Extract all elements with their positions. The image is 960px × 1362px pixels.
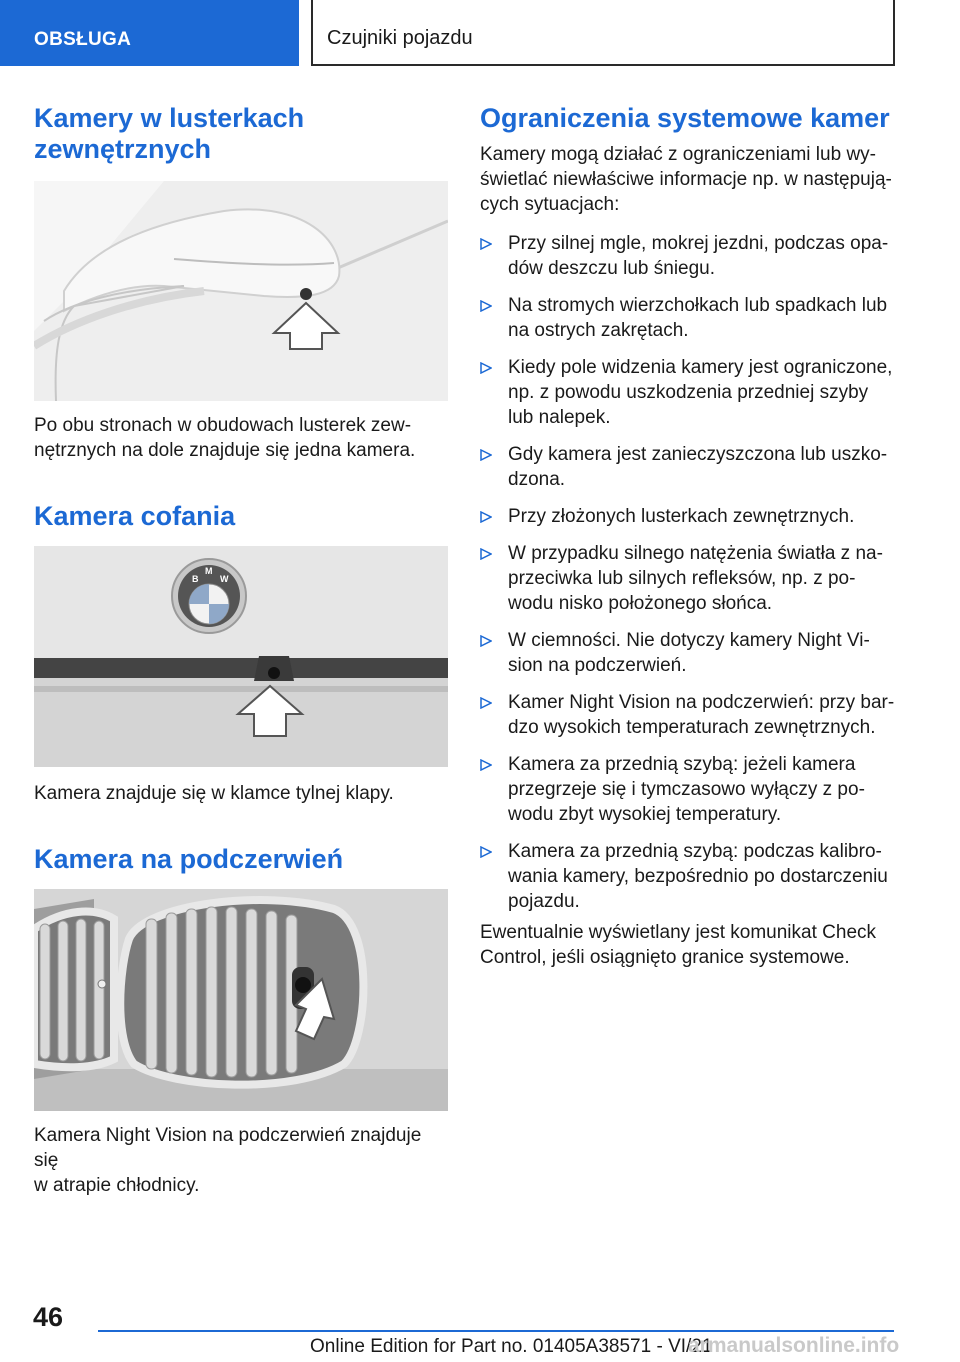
triangle-bullet-icon <box>480 548 492 560</box>
section-heading-system-limits: Ograniczenia systemowe kamer <box>480 103 890 133</box>
triangle-bullet-icon <box>480 697 492 709</box>
section-heading-mirror-cameras: Kamery w lusterkach zewnętrznych <box>34 103 305 164</box>
list-item: Przy złożonych lusterkach zewnętrznych. <box>480 504 896 529</box>
triangle-bullet-icon <box>480 759 492 771</box>
svg-text:W: W <box>220 574 229 584</box>
list-item: W przypadku silnego natężenia światła z na- przeciwka lub silnych refleksów, np. z po- wodu nisko położonego słońca. <box>480 541 896 616</box>
page-number: 46 <box>33 1302 64 1332</box>
watermark: armanualsonline.info <box>688 1334 900 1357</box>
edition-text: Online Edition for Part no. 01405A38571 - VI/21 <box>310 1336 713 1357</box>
list-item: Gdy kamera jest zanieczyszczona lub uszko- dzona. <box>480 442 896 492</box>
section-label: OBSŁUGA <box>34 29 132 50</box>
page-header <box>0 0 960 66</box>
list-item: Kamer Night Vision na podczerwień: przy bar- dzo wysokich temperaturach zewnętrznych. <box>480 690 896 740</box>
list-item: W ciemności. Nie dotyczy kamery Night Vi- sion na podczerwień. <box>480 628 896 678</box>
night-vision-text: Kamera Night Vision na podczerwień znajduje się w atrapie chłodnicy. <box>34 1125 422 1196</box>
footer-divider <box>98 1330 894 1332</box>
triangle-bullet-icon <box>480 846 492 858</box>
list-item: Kiedy pole widzenia kamery jest ograniczone, np. z powodu uszkodzenia przedniej szyby lub nalepek. <box>480 355 896 430</box>
triangle-bullet-icon <box>480 238 492 250</box>
limits-intro: Kamery mogą działać z ograniczeniami lub wy- świetlać niewłaściwe informacje np. w następują- cych sytuacjach: <box>480 144 892 215</box>
svg-text:M: M <box>205 566 213 576</box>
limits-outro: Ewentualnie wyświetlany jest komunikat Check Control, jeśli osiągnięto granice systemowe. <box>480 922 877 968</box>
section-heading-rear-camera: Kamera cofania <box>34 501 236 531</box>
list-item: Przy silnej mgle, mokrej jezdni, podczas opa- dów deszczu lub śniegu. <box>480 231 896 281</box>
triangle-bullet-icon <box>480 449 492 461</box>
chapter-title: Czujniki pojazdu <box>327 27 473 49</box>
mirror-camera-illustration <box>34 181 448 401</box>
svg-text:B: B <box>192 574 199 584</box>
rear-camera-illustration <box>34 546 448 767</box>
left-column <box>34 100 448 1198</box>
list-item: Kamera za przednią szybą: podczas kalibro- wania kamery, bezpośrednio po dostarczeniu pojazdu. <box>480 839 896 914</box>
triangle-bullet-icon <box>480 635 492 647</box>
section-heading-night-vision: Kamera na podczerwień <box>34 844 344 874</box>
night-vision-camera-illustration <box>34 889 448 1111</box>
rear-camera-text: Kamera znajduje się w klamce tylnej klapy. <box>34 783 394 804</box>
list-item: Kamera za przednią szybą: jeżeli kamera przegrzeje się i tymczasowo wyłączy z po- wodu zbyt wysokiej temperatury. <box>480 752 896 827</box>
triangle-bullet-icon <box>480 511 492 523</box>
limits-list <box>480 231 896 914</box>
triangle-bullet-icon <box>480 300 492 312</box>
section-tab[interactable] <box>0 0 299 66</box>
mirror-camera-text: Po obu stronach w obudowach lusterek zew- nętrznych na dole znajduje się jedna kamera. <box>34 415 416 461</box>
chapter-box <box>311 0 895 66</box>
triangle-bullet-icon <box>480 362 492 374</box>
list-item: Na stromych wierzchołkach lub spadkach lub na ostrych zakrętach. <box>480 293 896 343</box>
right-column <box>480 100 896 970</box>
